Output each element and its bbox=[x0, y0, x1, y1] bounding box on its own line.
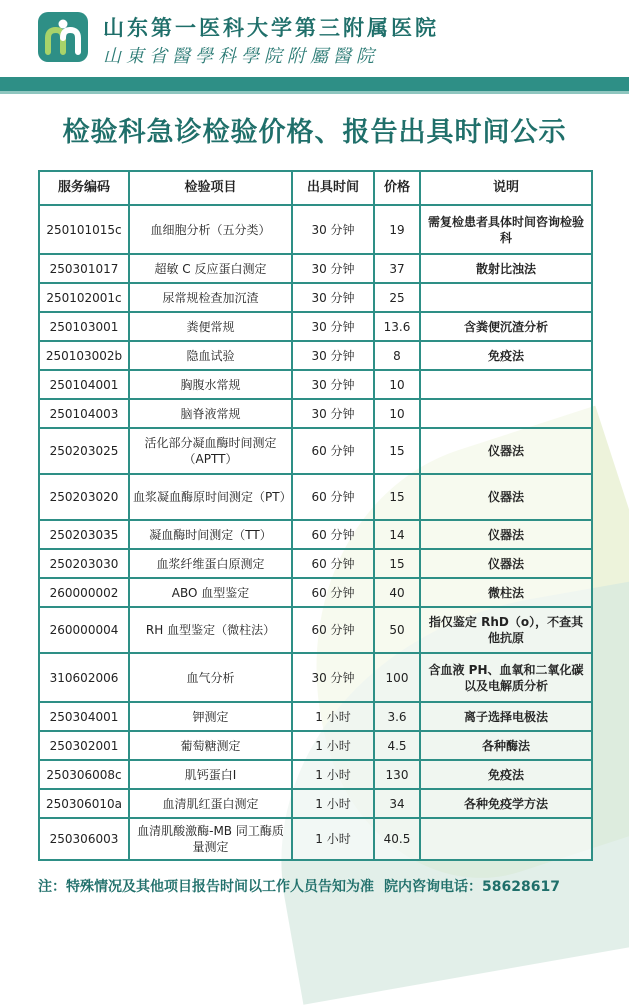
column-header: 价格 bbox=[374, 171, 420, 205]
header-band bbox=[0, 77, 629, 91]
service-code-cell: 250203020 bbox=[39, 474, 129, 520]
note-cell: 指仅鉴定 RhD（ο），不查其他抗原 bbox=[420, 607, 592, 653]
note-cell: 免疫法 bbox=[420, 341, 592, 370]
table-body bbox=[39, 205, 592, 860]
table-row bbox=[39, 520, 592, 549]
report-time-cell: 1 小时 bbox=[292, 731, 374, 760]
report-time-cell: 60 分钟 bbox=[292, 549, 374, 578]
test-item-cell: 隐血试验 bbox=[129, 341, 292, 370]
price-cell: 40 bbox=[374, 578, 420, 607]
report-time-cell: 30 分钟 bbox=[292, 283, 374, 312]
table-row bbox=[39, 702, 592, 731]
report-time-cell: 30 分钟 bbox=[292, 399, 374, 428]
table-row bbox=[39, 653, 592, 702]
test-item-cell: 血浆凝血酶原时间测定（PT） bbox=[129, 474, 292, 520]
test-item-cell: 脑脊液常规 bbox=[129, 399, 292, 428]
price-cell: 37 bbox=[374, 254, 420, 283]
column-header: 出具时间 bbox=[292, 171, 374, 205]
test-item-cell: 粪便常规 bbox=[129, 312, 292, 341]
table-row bbox=[39, 399, 592, 428]
note-cell: 仪器法 bbox=[420, 520, 592, 549]
test-item-cell: ABO 血型鉴定 bbox=[129, 578, 292, 607]
table-row bbox=[39, 254, 592, 283]
service-code-cell: 250304001 bbox=[39, 702, 129, 731]
test-item-cell: 超敏 C 反应蛋白测定 bbox=[129, 254, 292, 283]
price-cell: 15 bbox=[374, 428, 420, 474]
service-code-cell: 250306008c bbox=[39, 760, 129, 789]
column-header: 检验项目 bbox=[129, 171, 292, 205]
price-cell: 3.6 bbox=[374, 702, 420, 731]
column-header: 说明 bbox=[420, 171, 592, 205]
note-cell bbox=[420, 399, 592, 428]
consult-phone: 院内咨询电话：58628617 bbox=[384, 879, 560, 895]
price-cell: 10 bbox=[374, 399, 420, 428]
table-row bbox=[39, 578, 592, 607]
test-item-cell: 血清肌红蛋白测定 bbox=[129, 789, 292, 818]
service-code-cell: 250103002b bbox=[39, 341, 129, 370]
header bbox=[0, 0, 629, 80]
test-item-cell: 血清肌酸激酶-MB 同工酶质量测定 bbox=[129, 818, 292, 860]
test-item-cell: 血细胞分析（五分类） bbox=[129, 205, 292, 254]
footer-note-text: 注：特殊情况及其他项目报告时间以工作人员告知为准 bbox=[38, 879, 374, 895]
column-header: 服务编码 bbox=[39, 171, 129, 205]
note-cell: 仪器法 bbox=[420, 474, 592, 520]
report-time-cell: 1 小时 bbox=[292, 760, 374, 789]
report-time-cell: 30 分钟 bbox=[292, 341, 374, 370]
note-cell: 各种酶法 bbox=[420, 731, 592, 760]
price-cell: 34 bbox=[374, 789, 420, 818]
table-row bbox=[39, 549, 592, 578]
service-code-cell: 250306010a bbox=[39, 789, 129, 818]
service-code-cell: 250104001 bbox=[39, 370, 129, 399]
test-item-cell: 活化部分凝血酶时间测定（APTT） bbox=[129, 428, 292, 474]
service-code-cell: 250102001c bbox=[39, 283, 129, 312]
footer-note bbox=[38, 876, 598, 896]
table-row bbox=[39, 474, 592, 520]
service-code-cell: 250301017 bbox=[39, 254, 129, 283]
report-time-cell: 30 分钟 bbox=[292, 205, 374, 254]
table-row bbox=[39, 370, 592, 399]
note-cell: 仪器法 bbox=[420, 428, 592, 474]
table-row bbox=[39, 760, 592, 789]
price-cell: 4.5 bbox=[374, 731, 420, 760]
table-row bbox=[39, 818, 592, 860]
table-row bbox=[39, 789, 592, 818]
price-cell: 19 bbox=[374, 205, 420, 254]
report-time-cell: 1 小时 bbox=[292, 702, 374, 731]
test-item-cell: 肌钙蛋白I bbox=[129, 760, 292, 789]
service-code-cell: 250306003 bbox=[39, 818, 129, 860]
report-time-cell: 30 分钟 bbox=[292, 254, 374, 283]
report-time-cell: 1 小时 bbox=[292, 818, 374, 860]
table-row bbox=[39, 428, 592, 474]
price-cell: 40.5 bbox=[374, 818, 420, 860]
service-code-cell: 250203025 bbox=[39, 428, 129, 474]
price-cell: 25 bbox=[374, 283, 420, 312]
service-code-cell: 260000004 bbox=[39, 607, 129, 653]
note-cell: 离子选择电极法 bbox=[420, 702, 592, 731]
hospital-logo-icon bbox=[38, 12, 88, 62]
report-time-cell: 60 分钟 bbox=[292, 520, 374, 549]
report-time-cell: 30 分钟 bbox=[292, 370, 374, 399]
header-band-light bbox=[0, 91, 629, 94]
price-cell: 100 bbox=[374, 653, 420, 702]
service-code-cell: 310602006 bbox=[39, 653, 129, 702]
service-code-cell: 260000002 bbox=[39, 578, 129, 607]
table-header-row bbox=[39, 171, 592, 205]
price-cell: 10 bbox=[374, 370, 420, 399]
price-cell: 15 bbox=[374, 474, 420, 520]
service-code-cell: 250104003 bbox=[39, 399, 129, 428]
report-time-cell: 60 分钟 bbox=[292, 474, 374, 520]
test-item-cell: 血浆纤维蛋白原测定 bbox=[129, 549, 292, 578]
note-cell: 免疫法 bbox=[420, 760, 592, 789]
service-code-cell: 250302001 bbox=[39, 731, 129, 760]
hospital-name: 山东第一医科大学第三附属医院 bbox=[103, 15, 439, 40]
test-item-cell: 血气分析 bbox=[129, 653, 292, 702]
table-row bbox=[39, 205, 592, 254]
service-code-cell: 250103001 bbox=[39, 312, 129, 341]
test-item-cell: 凝血酶时间测定（TT） bbox=[129, 520, 292, 549]
table-row bbox=[39, 283, 592, 312]
price-cell: 14 bbox=[374, 520, 420, 549]
report-time-cell: 30 分钟 bbox=[292, 653, 374, 702]
test-item-cell: 钾测定 bbox=[129, 702, 292, 731]
test-item-cell: 尿常规检查加沉渣 bbox=[129, 283, 292, 312]
note-cell: 需复检患者具体时间咨询检验科 bbox=[420, 205, 592, 254]
page-title: 检验科急诊检验价格、报告出具时间公示 bbox=[62, 117, 567, 148]
test-item-cell: 胸腹水常规 bbox=[129, 370, 292, 399]
service-code-cell: 250203035 bbox=[39, 520, 129, 549]
table-row bbox=[39, 731, 592, 760]
report-time-cell: 30 分钟 bbox=[292, 312, 374, 341]
price-table bbox=[38, 170, 593, 861]
note-cell bbox=[420, 370, 592, 399]
note-cell: 微柱法 bbox=[420, 578, 592, 607]
hospital-name-alt: 山東省醫學科學院附屬醫院 bbox=[103, 46, 379, 67]
note-cell: 各种免疫学方法 bbox=[420, 789, 592, 818]
price-cell: 130 bbox=[374, 760, 420, 789]
table-row bbox=[39, 607, 592, 653]
table-row bbox=[39, 341, 592, 370]
note-cell bbox=[420, 283, 592, 312]
service-code-cell: 250203030 bbox=[39, 549, 129, 578]
price-cell: 8 bbox=[374, 341, 420, 370]
note-cell: 散射比浊法 bbox=[420, 254, 592, 283]
price-cell: 50 bbox=[374, 607, 420, 653]
note-cell: 含粪便沉渣分析 bbox=[420, 312, 592, 341]
table-row bbox=[39, 312, 592, 341]
test-item-cell: RH 血型鉴定（微柱法） bbox=[129, 607, 292, 653]
report-time-cell: 60 分钟 bbox=[292, 607, 374, 653]
report-time-cell: 60 分钟 bbox=[292, 578, 374, 607]
report-time-cell: 60 分钟 bbox=[292, 428, 374, 474]
price-cell: 13.6 bbox=[374, 312, 420, 341]
test-item-cell: 葡萄糖测定 bbox=[129, 731, 292, 760]
note-cell: 含血液 PH、血氧和二氧化碳以及电解质分析 bbox=[420, 653, 592, 702]
price-cell: 15 bbox=[374, 549, 420, 578]
note-cell bbox=[420, 818, 592, 860]
service-code-cell: 250101015c bbox=[39, 205, 129, 254]
note-cell: 仪器法 bbox=[420, 549, 592, 578]
report-time-cell: 1 小时 bbox=[292, 789, 374, 818]
